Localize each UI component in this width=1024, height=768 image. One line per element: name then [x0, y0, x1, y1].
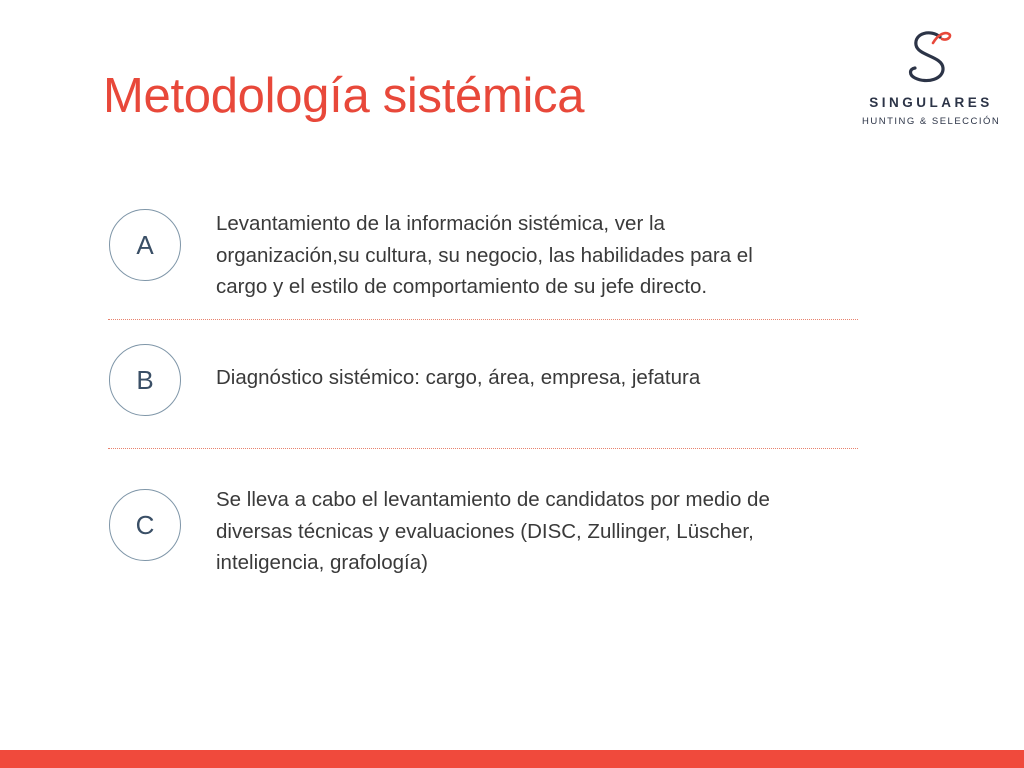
logo-name: SINGULARES: [869, 95, 993, 110]
item-c-line-1: Se lleva a cabo el levantamiento de candidatos por medio de: [216, 488, 770, 511]
item-a-line-3: cargo y el estilo de comportamiento de su jefe directo.: [216, 275, 708, 298]
badge-c: C: [109, 489, 181, 561]
item-c-text: [216, 484, 916, 579]
badge-a: A: [109, 209, 181, 281]
item-a-line-1: Levantamiento de la información sistémica, ver la: [216, 212, 665, 235]
company-logo: [862, 28, 1002, 132]
item-b-text: [216, 362, 916, 394]
item-c-line-3: inteligencia, grafología): [216, 551, 428, 574]
item-c-line-2: diversas técnicas y evaluaciones (DISC, Zullinger, Lüscher,: [216, 519, 754, 543]
bottom-accent-bar: [0, 750, 1024, 768]
slide-title: Metodología sistémica: [103, 69, 585, 123]
item-a-line-2: organización,su cultura, su negocio, las habilidades para el: [216, 243, 753, 267]
logo-tagline: HUNTING & SELECCIÓN: [862, 116, 1001, 127]
s-monogram-icon: [906, 28, 954, 86]
item-a-text: [216, 208, 916, 303]
divider-1: [108, 319, 858, 320]
badge-b: B: [109, 344, 181, 416]
divider-2: [108, 448, 858, 449]
item-b-line-1: Diagnóstico sistémico: cargo, área, empresa, jefatura: [216, 366, 701, 389]
